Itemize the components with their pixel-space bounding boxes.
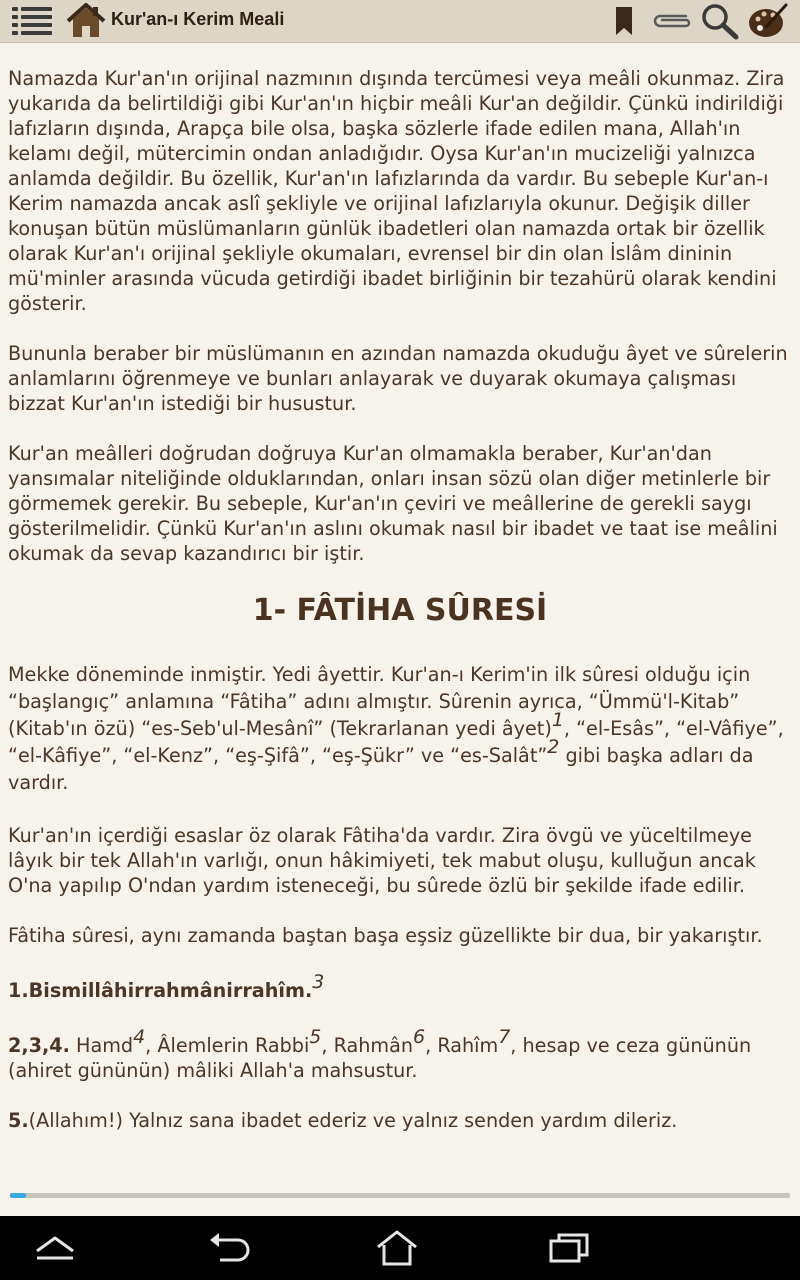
- footnote-2[interactable]: 2: [547, 735, 560, 758]
- menu-icon[interactable]: [12, 5, 54, 37]
- verse-1-text: 1.Bismillâhirrahmânirrahîm.: [8, 979, 313, 1002]
- verse-2-4-text-b: , Âlemlerin Rabbi: [145, 1034, 310, 1057]
- surah-title: 1- FÂTİHA SÛRESİ: [252, 593, 548, 628]
- footnote-7[interactable]: 7: [498, 1025, 511, 1048]
- verse-5-number: 5.: [8, 1109, 29, 1132]
- verse-5-text: (Allahım!) Yalnız sana ibadet ederiz ve yalnız senden yardım dileriz.: [28, 1109, 678, 1132]
- verse-2-4: [8, 1025, 792, 1083]
- footnote-3[interactable]: 3: [312, 970, 325, 993]
- verse-5: [8, 1108, 792, 1133]
- verse-1: [8, 970, 792, 1003]
- system-navigation-bar: [0, 1216, 800, 1280]
- bookmark-icon[interactable]: [610, 4, 638, 38]
- reading-progress-fill: [10, 1193, 26, 1198]
- surah-description: [8, 661, 792, 796]
- chevron-up-icon[interactable]: [20, 1224, 90, 1272]
- back-icon[interactable]: [194, 1224, 264, 1272]
- footnote-4[interactable]: 4: [133, 1025, 146, 1048]
- surah-paragraph-3: Fâtiha sûresi, aynı zamanda baştan başa eşsiz güzellikte bir dua, bir yakarıştır.: [8, 924, 763, 947]
- recents-icon[interactable]: [534, 1224, 604, 1272]
- palette-icon[interactable]: [746, 1, 790, 41]
- app-title: Kur'an-ı Kerim Meali: [111, 9, 285, 29]
- reading-progress-bar[interactable]: [10, 1193, 790, 1198]
- surah-description-b: , “el-Esâs”, “el-Vâfiye”, “el-Kâfiye”, “el-Kenz”, “eş-Şifâ”, “eş-Şükr” ve “es-Salât”: [8, 717, 784, 767]
- intro-paragraph-3: Kur'an meâlleri doğrudan doğruya Kur'an olmamakla beraber, Kur'an'dan yansımalar niteliğinde olduklarından, onları insan sözü olan diğer metinlerle bir görmemek gerekir. Bu sebeple, Kur'an'ın çeviri ve meâllerine de gerekli saygı gösterilmelidir. Çünkü Kur'an'ın aslını okumak nasıl bir ibadet ve taat ise meâlini okumak da sevap kazandırıcı bir iştir.: [8, 442, 778, 565]
- footnote-5[interactable]: 5: [309, 1025, 322, 1048]
- paperclip-icon[interactable]: [650, 8, 692, 34]
- verse-2-4-text-e: , hesap ve ceza gününün (ahiret gününün) mâliki Allah'a mahsustur.: [8, 1034, 752, 1082]
- intro-paragraph-1: Namazda Kur'an'ın orijinal nazmının dışında tercümesi veya meâli okunmaz. Zira yukarıda da belirtildiği gibi Kur'an'ın hiçbir meâli Kur'an değildir. Çünkü indirildiği lafızların dışında, Arapça bile olsa, başka sözlerle ifade edilen mana, Allah'ın kelamı değil, mütercimin ondan anladığıdır. Oysa Kur'an'ın mucizeliği yalnızca anlamda değildir. Bu özellik, Kur'an'ın lafızlarında da vardır. Bu sebeple Kur'an-ı Kerim namazda ancak aslî şekliyle ve orijinal lafızlarıyla okunur. Değişik diller konuşan bütün müslümanların günlük ibadetleri olan namazda ortak bir özellik olarak Kur'an'ı orijinal şekliyle okumaları, evrensel bir din olan İslâm dininin mü'minler arasında vücuda getirdiği ibadet birliğinin bir tezahürü olarak kendini gösterir.: [8, 67, 785, 315]
- verse-2-4-text-c: , Rahmân: [321, 1034, 414, 1057]
- verse-2-4-text-d: , Rahîm: [425, 1034, 499, 1057]
- surah-paragraph-2: Kur'an'ın içerdiği esaslar öz olarak Fâtiha'da vardır. Zira övgü ve yüceltilmeye lâyık bir tek Allah'ın varlığı, onun hâkimiyeti, tek mabut oluşu, kulluğun ancak O'na yapılıp O'ndan yardım isteneceği, bu sûrede özlü bir şekilde ifade edilir.: [8, 824, 756, 897]
- reading-content[interactable]: [8, 66, 792, 1186]
- footnote-1[interactable]: 1: [551, 708, 564, 731]
- intro-paragraph-2: Bununla beraber bir müslümanın en azından namazda okuduğu âyet ve sûrelerin anlamlarını öğrenmeye ve bunları anlayarak ve duyarak okumaya çalışması bizzat Kur'an'ın istediği bir husustur.: [8, 342, 788, 415]
- search-icon[interactable]: [700, 2, 740, 40]
- verse-2-4-number: 2,3,4.: [8, 1034, 70, 1057]
- verse-2-4-text-a: Hamd: [69, 1034, 134, 1057]
- surah-description-c: gibi başka adları da vardır.: [8, 744, 754, 794]
- nav-home-icon[interactable]: [362, 1224, 432, 1272]
- surah-description-a: Mekke döneminde inmiştir. Yedi âyettir. Kur'an-ı Kerim'in ilk sûresi olduğu için “başlangıç” anlamına “Fâtiha” adını almıştır. Sûrenin ayrıca, “Ümmü'l-Kitab” (Kitab'ın özü) “es-Seb'ul-Mesânî” (Tekrarlanan yedi âyet): [8, 663, 751, 740]
- footnote-6[interactable]: 6: [413, 1025, 426, 1048]
- home-icon[interactable]: [64, 2, 108, 40]
- top-app-bar: [0, 0, 800, 43]
